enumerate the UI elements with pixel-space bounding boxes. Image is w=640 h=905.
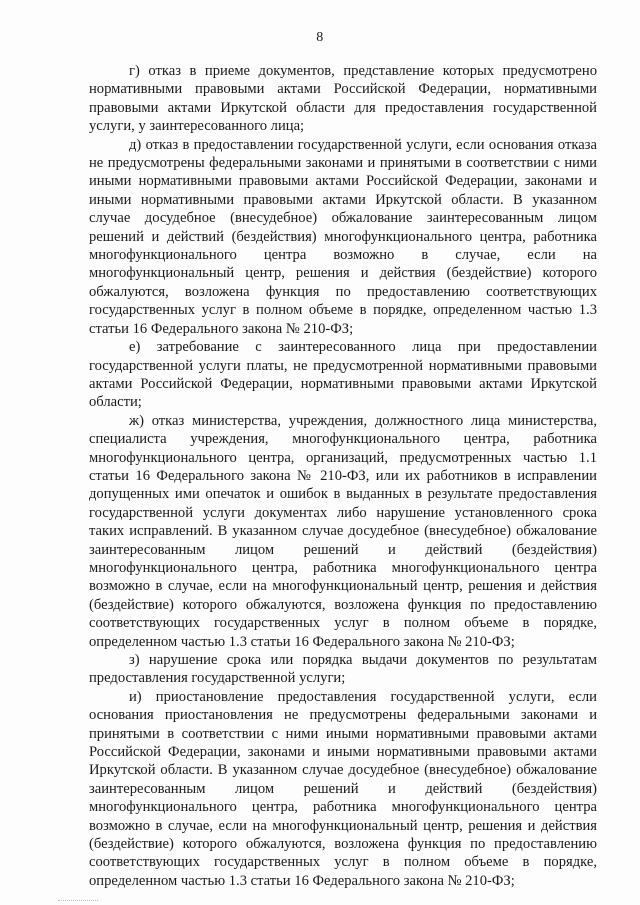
paragraph-z: з) нарушение срока или порядка выдачи документов по результатам предоставления государственной услуги; [89,652,597,687]
paragraph-i: и) приостановление предоставления государственной услуги, если основания приостановления не предусмотрены федеральными законами и принятыми в соответствии с ними иными нормативными правовыми актами Российской Федерации, законами и иными нормативными правовыми актами Иркутской области. В указанном случае досудебное (внесудебное) обжалование заинтересованным лицом решений и действий (бездействия) многофункционального центра, работника многофункционального центра возможно в случае, если на многофункциональный центр, решения и действия (бездействие) которого обжалуются, возложена функция по предоставлению соответствующих государственных услуг в полном объеме в порядке, определенном частью 1.3 статьи 16 Федерального закона № 210-ФЗ; [89,688,597,889]
paragraph-g: г) отказ в приеме документов, представление которых предусмотрено нормативными правовыми актами Российской Федерации, нормативными правовыми актами Иркутской области для предоставления государственной услуги, у заинтересованного лица; [89,63,597,135]
page-number: 8 [316,30,324,45]
scan-edge-mark [58,900,98,901]
document-body [89,62,597,890]
paragraph-d: д) отказ в предоставлении государственной услуги, если основания отказа не предусмотрены федеральными законами и принятыми в соответствии с ними иными нормативными правовыми актами Российской Федерации, законами и иными нормативными правовыми актами Иркутской области. В указанном случае досудебное (внесудебное) обжалование заинтересованным лицом решений и действий (бездействия) многофункционального центра, работника многофункционального центра возможно в случае, если на многофункциональный центр, решения и действия (бездействие) которого обжалуются, возложена функция по предоставлению соответствующих государственных услуг в полном объеме в порядке, определенном частью 1.3 статьи 16 Федерального закона № 210-ФЗ; [89,136,597,337]
paragraph-e: е) затребование с заинтересованного лица при предоставлении государственной услуги платы, не предусмотренной нормативными правовыми актами Российской Федерации, нормативными правовыми актами Иркутской области; [89,339,597,411]
paragraph-zh: ж) отказ министерства, учреждения, должностного лица министерства, специалиста учреждения, многофункционального центра, работника многофункционального центра, организаций, предусмотренных частью 1.1 статьи 16 Федерального закона № 210-ФЗ, или их работников в исправлении допущенных ими опечаток и ошибок в выданных в результате предоставления государственной услуги документах либо нарушение установленного срока таких исправлений. В указанном случае досудебное (внесудебное) обжалование заинтересованным лицом решений и действий (бездействия) многофункционального центра, работника многофункционального центра возможно в случае, если на многофункциональный центр, решения и действия (бездействие) которого обжалуются, возложена функция по предоставлению соответствующих государственных услуг в полном объеме в порядке, определенном частью 1.3 статьи 16 Федерального закона № 210-ФЗ; [89,412,597,650]
